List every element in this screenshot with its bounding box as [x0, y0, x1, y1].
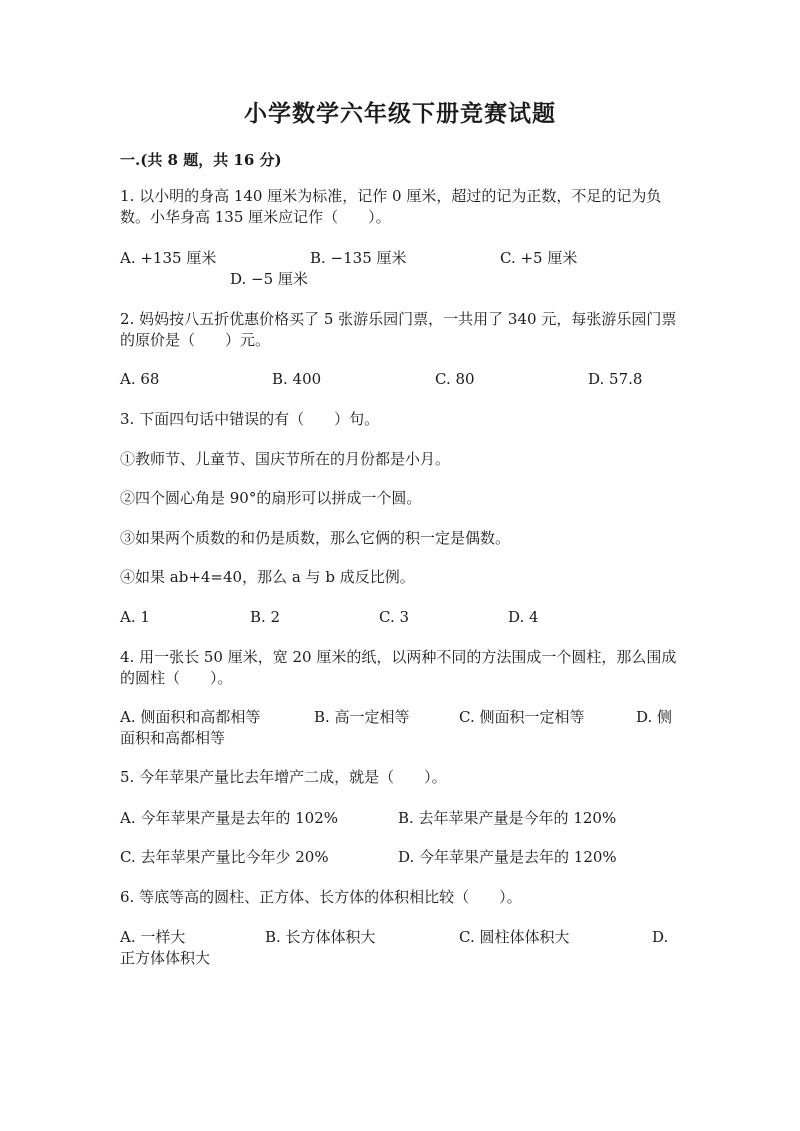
question-5-options-row1 [120, 808, 680, 850]
option-c: C. 3 [379, 608, 410, 626]
option-a: A. 侧面积和高都相等 [120, 708, 261, 726]
statement-3: ③如果两个质数的和仍是质数，那么它俩的积一定是偶数。 [120, 529, 511, 547]
statement-1: ①教师节、儿童节、国庆节所在的月份都是小月。 [120, 450, 451, 468]
question-4 [120, 647, 680, 689]
question-5-options-row2 [120, 847, 680, 889]
statement-2: ②四个圆心角是 90°的扇形可以拼成一个圆。 [120, 489, 422, 507]
question-stem: 6. 等底等高的圆柱、正方体、长方体的体积相比较（ ）。 [120, 888, 522, 906]
question-1 [120, 186, 680, 228]
option-d: D. 今年苹果产量是去年的 120% [398, 848, 617, 866]
option-b: B. −135 厘米 [310, 249, 407, 267]
question-stem: 3. 下面四句话中错误的有（ ）句。 [120, 410, 380, 428]
option-c: C. 圆柱体体积大 [459, 928, 570, 946]
question-3 [120, 409, 680, 430]
option-d: D. [652, 928, 669, 946]
option-c: C. 80 [435, 370, 475, 388]
option-b: B. 高一定相等 [314, 708, 410, 726]
option-c: C. 去年苹果产量比今年少 20% [120, 848, 329, 866]
section-heading: 一.(共 8 题，共 16 分) [120, 151, 282, 169]
question-2 [120, 309, 680, 351]
option-a: A. 今年苹果产量是去年的 102% [120, 809, 339, 827]
question-3-options [120, 607, 680, 649]
option-b: B. 2 [250, 608, 281, 626]
option-a: A. 68 [120, 370, 160, 388]
option-d: D. 4 [508, 608, 539, 626]
option-a: A. 1 [120, 608, 150, 626]
statement-4: ④如果 ab+4=40，那么 a 与 b 成反比例。 [120, 568, 415, 586]
question-stem: 1. 以小明的身高 140 厘米为标准，记作 0 厘米，超过的记为正数，不足的记为负数。小华身高 135 厘米应记作（ ）。 [120, 187, 662, 226]
question-6-options [120, 927, 680, 969]
option-c: C. 侧面积一定相等 [459, 708, 585, 726]
option-d: D. 侧 [636, 708, 673, 726]
question-6 [120, 887, 680, 908]
option-b: B. 去年苹果产量是今年的 120% [398, 809, 617, 827]
question-5 [120, 767, 680, 788]
option-a: A. +135 厘米 [120, 249, 217, 267]
question-1-options [120, 248, 680, 290]
question-stem: 2. 妈妈按八五折优惠价格买了 5 张游乐园门票，一共用了 340 元，每张游乐园门票的原价是（ ）元。 [120, 310, 677, 349]
question-stem: 4. 用一张长 50 厘米，宽 20 厘米的纸，以两种不同的方法围成一个圆柱，那么围成的圆柱（ ）。 [120, 648, 677, 687]
option-b: B. 长方体体积大 [265, 928, 376, 946]
option-c: C. +5 厘米 [500, 249, 578, 267]
question-2-options [120, 369, 680, 411]
option-d-continued: 正方体体积大 [120, 949, 211, 967]
option-d: D. 57.8 [588, 370, 643, 388]
option-d-continued: 面积和高都相等 [120, 729, 226, 747]
page-title: 小学数学六年级下册竞赛试题 [244, 100, 556, 127]
option-a: A. 一样大 [120, 928, 186, 946]
question-4-options [120, 707, 680, 749]
question-stem: 5. 今年苹果产量比去年增产二成，就是（ ）。 [120, 768, 447, 786]
option-b: B. 400 [272, 370, 322, 388]
option-d: D. −5 厘米 [230, 270, 308, 288]
